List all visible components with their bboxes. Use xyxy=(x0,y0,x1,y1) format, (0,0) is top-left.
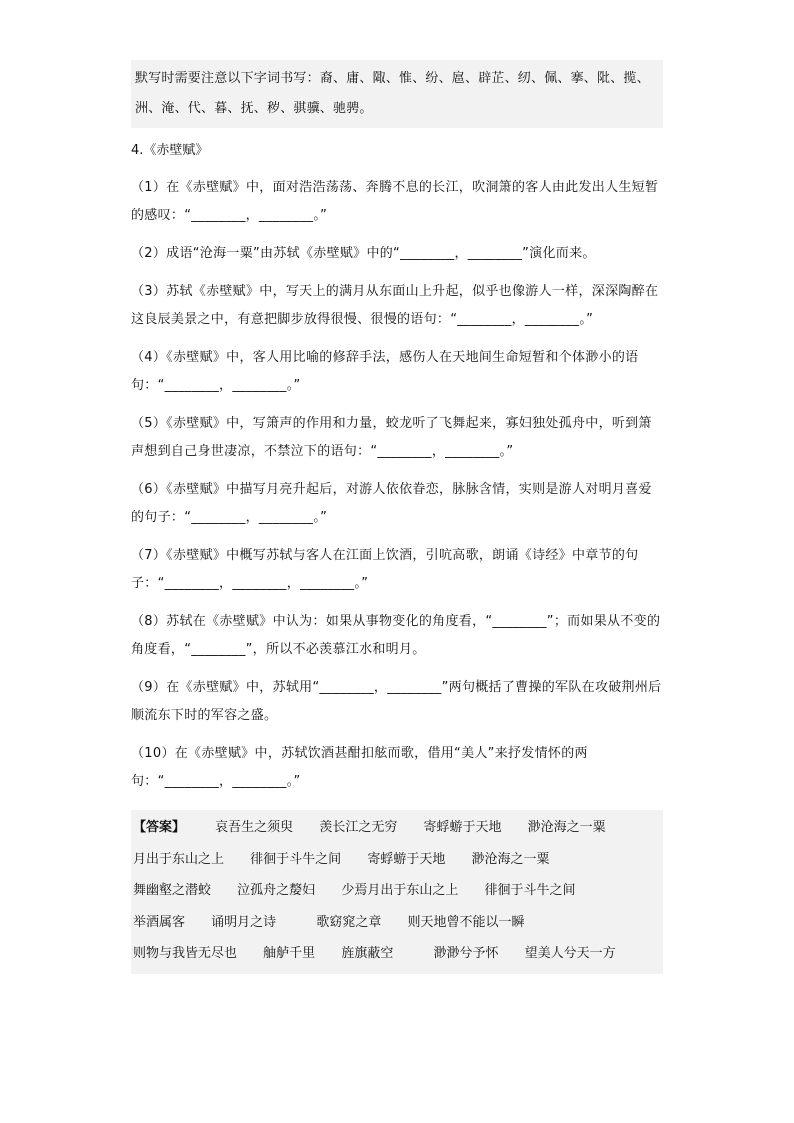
answer-item: 少焉月出于东山之上 xyxy=(341,883,459,898)
answer-item: 寄蜉蝣于天地 xyxy=(367,851,446,867)
question-item: （9）在《赤壁赋》中，苏轼用“________，________”两句概括了曹操的军队在攻破荆州后顺流东下时的军容之盛。 xyxy=(131,680,662,723)
question-item: （3）苏轼《赤壁赋》中，写天上的满月从东面山上升起，似乎也像游人一样，深深陶醉在这良辰美景之中，有意把脚步放得很慢、很慢的语句：“________，________。” xyxy=(131,284,659,327)
answer-item: 望美人兮天一方 xyxy=(524,946,616,961)
answer-item: 旌旗蔽空 xyxy=(341,946,394,961)
answer-box xyxy=(131,810,663,974)
answer-item: 则物与我皆无尽也 xyxy=(133,946,238,961)
answer-item: 徘徊于斗牛之间 xyxy=(484,883,576,898)
answer-item: 渺沧海之一粟 xyxy=(527,820,606,835)
spelling-note xyxy=(131,60,663,128)
answer-item: 舞幽壑之潜蛟 xyxy=(133,883,212,898)
question-list xyxy=(131,174,663,796)
answer-item: 举酒属客 xyxy=(133,914,186,930)
question-item: （4）《赤壁赋》中，客人用比喻的修辞手法，感伤人在天地间生命短暂和个体渺小的语句：“________，________。” xyxy=(131,350,639,393)
question-item: （10）在《赤壁赋》中，苏轼饮酒甚酣扣舷而歌，借用“美人”来抒发情怀的两句：“________，________。” xyxy=(131,746,588,789)
question-item: （8）苏轼在《赤壁赋》中认为：如果从事物变化的角度看，“________”；而如果从不变的角度看，“________”，所以不必羡慕江水和明月。 xyxy=(131,614,661,657)
question-item: （6）《赤壁赋》中描写月亮升起后，对游人依依眷恋，脉脉含情，实则是游人对明月喜爱的句子：“________，________。” xyxy=(131,482,652,525)
answer-item: 渺沧海之一粟 xyxy=(471,851,550,867)
spelling-note-text: 默写时需要注意以下字词书写：裔、庸、陬、惟、纷、扈、辟芷、纫、佩、搴、阰、揽、洲、淹、代、暮、抚、秽、骐骥、驰骋。 xyxy=(135,71,650,116)
answer-item: 泣孤舟之嫠妇 xyxy=(237,883,316,898)
answer-item: 诵明月之诗 xyxy=(211,914,277,930)
answer-item: 则天地曾不能以一瞬 xyxy=(407,914,525,930)
answer-label: 【答案】 xyxy=(133,820,186,835)
section-heading: 4.《赤壁赋》 xyxy=(131,143,209,158)
answer-item: 哀吾生之须臾 xyxy=(215,820,294,835)
question-item: （7）《赤壁赋》中概写苏轼与客人在江面上饮酒，引吭高歌，朗诵《诗经》中章节的句子：“________，________，________。” xyxy=(131,548,639,591)
question-item: （1）在《赤壁赋》中，面对浩浩荡荡、奔腾不息的长江，吹洞箫的客人由此发出人生短暂的感叹：“________，________。” xyxy=(131,180,659,223)
answer-item: 羡长江之无穷 xyxy=(319,820,398,835)
answer-item: 歌窈窕之章 xyxy=(316,914,382,930)
answer-item: 徘徊于斗牛之间 xyxy=(250,851,342,867)
document-page xyxy=(131,60,663,974)
answer-item: 寄蜉蝣于天地 xyxy=(423,820,502,835)
answer-item: 舳舻千里 xyxy=(263,946,316,961)
question-item: （2）成语“沧海一粟”由苏轼《赤壁赋》中的“________，________”演化而来。 xyxy=(131,246,596,261)
answer-item: 渺渺兮予怀 xyxy=(433,946,499,961)
question-item: （5）《赤壁赋》中，写箫声的作用和力量，蛟龙听了飞舞起来，寡妇独处孤舟中，听到箫声想到自己身世凄凉，不禁泣下的语句：“________，________。” xyxy=(131,416,652,459)
answer-item: 月出于东山之上 xyxy=(133,851,225,867)
